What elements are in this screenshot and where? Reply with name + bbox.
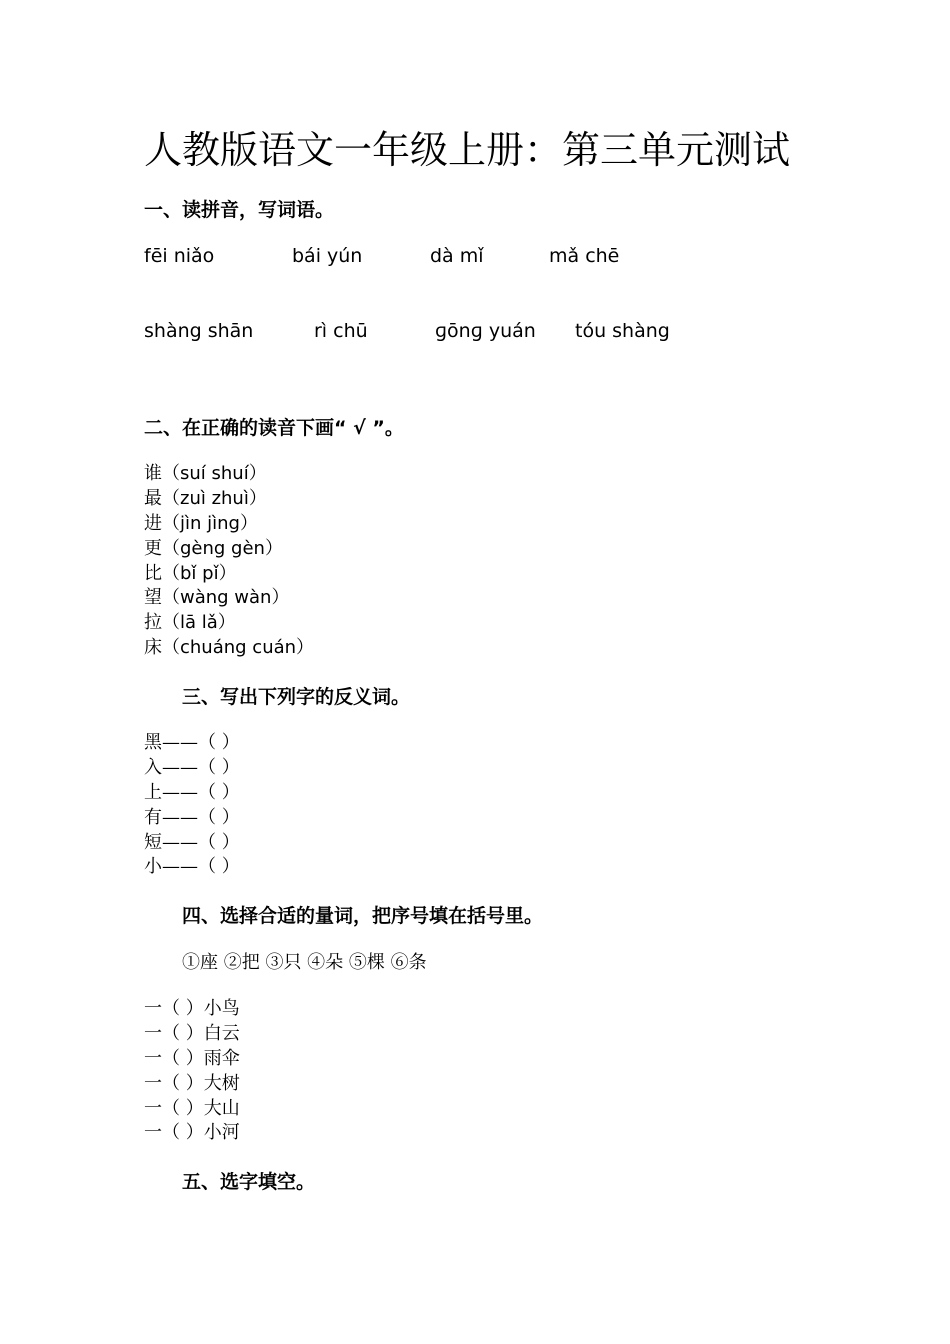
pinyin-item: shàng shān [144, 320, 254, 342]
pinyin-item: mǎ chē [549, 245, 620, 267]
item-pinyin: （lā lǎ） [162, 612, 236, 634]
pronunciation-list [144, 462, 314, 661]
list-item: 一（ ）大树 [144, 1072, 240, 1094]
pinyin-item: ɡōnɡ yuán [435, 320, 536, 342]
pinyin-item: rì chū [314, 320, 368, 342]
section-3-heading: 三、写出下列字的反义词。 [182, 686, 411, 708]
page-title: 人教版语文一年级上册：第三单元测试 [144, 128, 791, 172]
antonym-list [144, 731, 240, 880]
measure-word-list [144, 997, 240, 1146]
list-item [144, 537, 314, 562]
list-item [144, 562, 314, 587]
pinyin-item: bái yún [292, 245, 363, 267]
item-pinyin: （gèng gèn） [162, 537, 283, 559]
list-item [144, 487, 314, 512]
item-pinyin: （zuì zhuì） [162, 487, 267, 509]
item-char: 拉 [144, 612, 162, 634]
list-item: 小——（ ） [144, 856, 240, 878]
item-char: 比 [144, 562, 162, 584]
section-4-heading: 四、选择合适的量词，把序号填在括号里。 [182, 905, 544, 927]
list-item [144, 512, 314, 537]
pinyin-item: fēi niǎo [144, 245, 215, 267]
item-char: 谁 [144, 463, 162, 484]
item-char: 最 [144, 487, 162, 509]
item-char: 床 [144, 637, 162, 659]
list-item: 有——（ ） [144, 806, 240, 828]
section-1-heading: 一、读拼音，写词语。 [144, 199, 335, 221]
item-char: 进 [144, 512, 162, 534]
list-item: 一（ ）小鸟 [144, 998, 240, 1019]
item-pinyin: （wàng wàn） [162, 587, 290, 609]
list-item: 短——（ ） [144, 831, 240, 853]
item-char: 望 [144, 587, 162, 609]
list-item [144, 462, 314, 487]
list-item: 黑——（ ） [144, 732, 240, 753]
list-item [144, 586, 314, 611]
list-item [144, 611, 314, 636]
item-pinyin: （suí shuí） [162, 463, 267, 484]
list-item: 一（ ）雨伞 [144, 1047, 240, 1069]
item-pinyin: （jìn jìng） [162, 512, 258, 534]
pinyin-item: dà mǐ [430, 245, 484, 267]
item-pinyin: （bǐ pǐ） [162, 562, 237, 584]
item-pinyin: （chuáng cuán） [162, 637, 315, 659]
measure-word-options: ①座 ②把 ③只 ④朵 ⑤棵 ⑥条 [182, 952, 427, 973]
list-item: 入——（ ） [144, 756, 240, 778]
pinyin-item: tóu shàng [575, 320, 670, 342]
item-char: 更 [144, 537, 162, 559]
list-item: 一（ ）小河 [144, 1122, 240, 1144]
section-5-heading: 五、选字填空。 [182, 1171, 316, 1193]
list-item [144, 636, 314, 661]
section-2-heading: 二、在正确的读音下画“ √ ”。 [144, 417, 404, 439]
list-item: 一（ ）大山 [144, 1097, 240, 1119]
list-item: 一（ ）白云 [144, 1022, 240, 1044]
list-item: 上——（ ） [144, 781, 240, 803]
